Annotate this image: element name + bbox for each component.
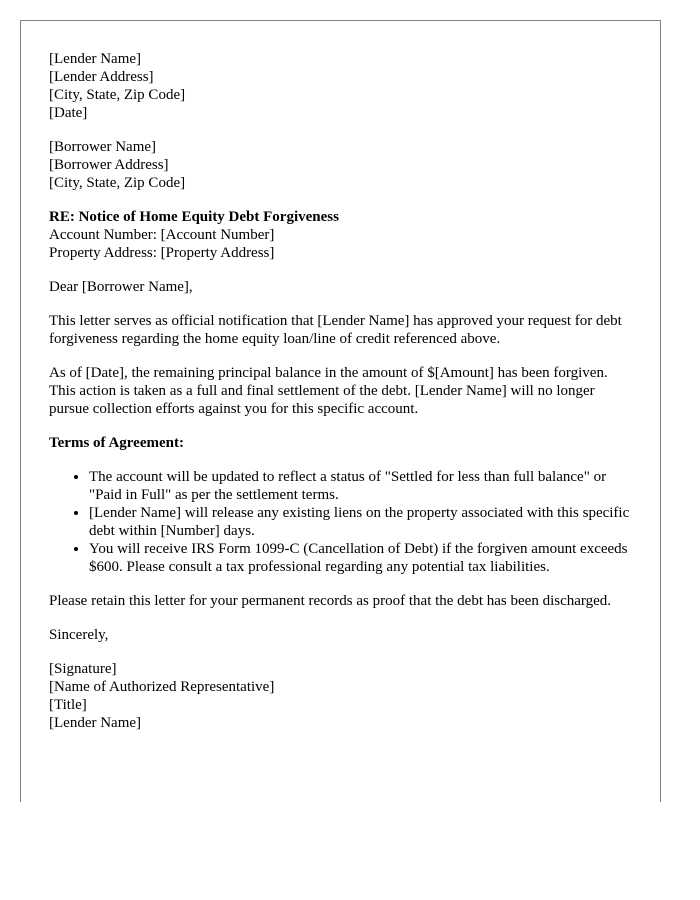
retain-note: Please retain this letter for your permanent records as proof that the debt has been discharged. — [49, 593, 612, 609]
lender-city-state-zip: [City, State, Zip Code] — [49, 87, 186, 103]
property-address: Property Address: [Property Address] — [49, 245, 275, 261]
borrower-name: [Borrower Name] — [49, 139, 157, 155]
borrower-city-state-zip: [City, State, Zip Code] — [49, 175, 186, 191]
lender-address: [Lender Address] — [49, 69, 154, 85]
signature-block — [49, 660, 632, 732]
representative-title: [Title] — [49, 697, 87, 713]
intro-paragraph: This letter serves as official notification that [Lender Name] has approved your request for debt forgiveness regarding the home equity loan/line of credit referenced above. — [49, 313, 622, 347]
letter-date: [Date] — [49, 105, 88, 121]
lender-name: [Lender Name] — [49, 51, 142, 67]
lender-address-block — [49, 50, 632, 122]
terms-list — [49, 468, 632, 576]
forgiveness-paragraph: As of [Date], the remaining principal balance in the amount of $[Amount] has been forgiven. This action is taken as a full and final settlement of the debt. [Lender Name] will no longer pursue collection efforts against you for this specific account. — [49, 365, 608, 417]
salutation: Dear [Borrower Name], — [49, 279, 193, 295]
signature-lender-name: [Lender Name] — [49, 715, 142, 731]
reference-block — [49, 208, 632, 262]
borrower-address-block — [49, 138, 632, 192]
terms-heading: Terms of Agreement: — [49, 435, 184, 451]
list-item: • [Lender Name] will release any existing liens on the property associated with this specific debt within [Number] days. — [89, 504, 632, 540]
account-number: Account Number: [Account Number] — [49, 227, 275, 243]
representative-name: [Name of Authorized Representative] — [49, 679, 275, 695]
letter-document — [20, 20, 661, 802]
signature-placeholder: [Signature] — [49, 661, 117, 677]
closing: Sincerely, — [49, 627, 109, 643]
list-item: • The account will be updated to reflect a status of "Settled for less than full balance" or "Paid in Full" as per the settlement terms. — [89, 468, 632, 504]
borrower-address: [Borrower Address] — [49, 157, 169, 173]
list-item: • You will receive IRS Form 1099-C (Cancellation of Debt) if the forgiven amount exceeds $600. Please consult a tax professional regarding any potential tax liabilities. — [89, 540, 632, 576]
subject-line: RE: Notice of Home Equity Debt Forgiveness — [49, 209, 339, 225]
